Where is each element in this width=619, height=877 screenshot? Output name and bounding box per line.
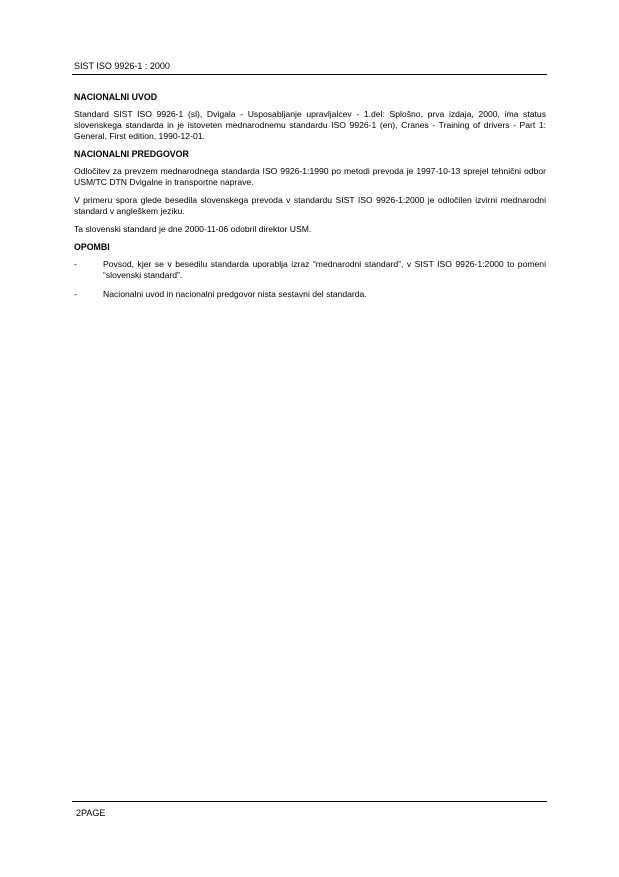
foreword-paragraph: Odločitev za prevzem mednarodnega standarda ISO 9926-1:1990 po metodi prevoda je 1997-10-13 sprejel tehnični odbor USM/TC DTN Dvigalne in transportne naprave. [74, 166, 546, 187]
national-intro-heading: NACIONALNI UVOD [74, 92, 158, 102]
note-item [74, 289, 546, 300]
header-divider [72, 74, 547, 75]
header-doc-id: SIST ISO 9926-1 : 2000 [74, 61, 170, 71]
note-text: Nacionalni uvod in nacionalni predgovor nista sestavni del standarda. [103, 289, 367, 299]
page-content [74, 92, 546, 308]
foreword-paragraph: V primeru spora glede besedila slovenskega prevoda v standardu SIST ISO 9926-1:2000 je odločilen izvirni mednarodni standard v angleškem jeziku. [74, 195, 546, 216]
notes-section [74, 242, 546, 300]
national-intro-text: Standard SIST ISO 9926-1 (sl), Dvigala - Usposabljanje upravljalcev - 1.del: Splošno, prva izdaja, 2000, ima status slovenskega standarda in je istoveten mednarodnemu standardu ISO 9926-1 (en), Cranes - Training of drivers - Part 1: General, First edition, 1990-12-01. [74, 109, 546, 141]
footer-divider [72, 801, 547, 802]
note-text: Povsod, kjer se v besedilu standarda uporablja izraz “mednarodni standard”, v SIST ISO 9926-1:2000 to pomeni “slovenski standard”. [103, 259, 546, 280]
notes-heading: OPOMBI [74, 242, 110, 252]
foreword-paragraph: Ta slovenski standard je dne 2000-11-06 odobril direktor USM. [74, 224, 312, 234]
note-dash: - [74, 259, 77, 269]
national-foreword-section [74, 149, 546, 235]
national-intro-section [74, 92, 546, 142]
footer-page-label: 2PAGE [76, 808, 106, 818]
note-dash: - [74, 289, 77, 299]
national-foreword-heading: NACIONALNI PREDGOVOR [74, 149, 189, 159]
note-item [74, 259, 546, 281]
